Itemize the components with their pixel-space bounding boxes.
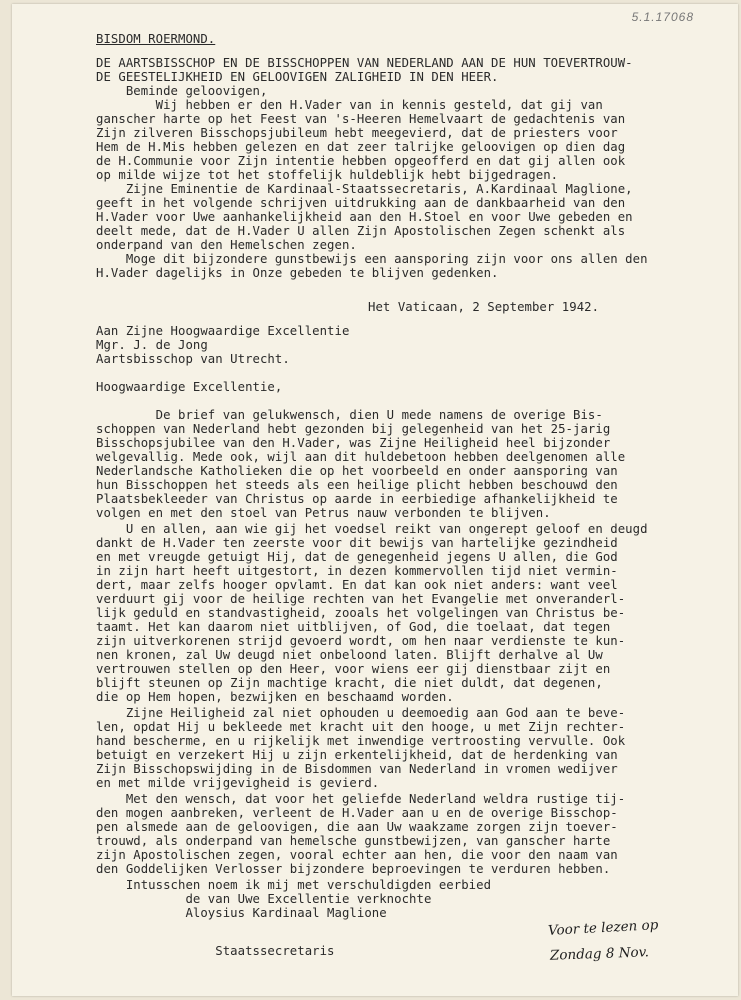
letter-salutation: Hoogwaardige Excellentie, [96,380,283,394]
letter-p2-line: lijk geduld en standvastigheid, zooals het volgelingen van Christus be- [96,606,626,620]
letter-p3-line: len, opdat Hij u bekleede met kracht uit den hooge, u met Zijn rechter- [96,720,626,734]
letter-p4-line: zijn Apostolischen zegen, vooral echter aan hen, die voor den naam van [96,848,618,862]
letter-p4-line: trouwd, als onderpand van hemelsche gunstbewijzen, van ganscher harte [96,834,611,848]
intro-p1-line: Zijn zilveren Bisschopsjubileum hebt meegevierd, dat de priesters voor [96,126,618,140]
letter-p4-line: pen alsmede aan de geloovigen, die aan Uw waakzame zorgen zijn toever- [96,820,618,834]
letter-page [12,4,738,996]
letter-p2-line: in zijn hart heeft uitgestort, in dezen kommervollen tijd niet vermin- [96,564,618,578]
intro-p2-line: geeft in het volgende schrijven uitdrukking aan de dankbaarheid van den [96,196,626,210]
address-line: DE GEESTELIJKHEID EN GELOOVIGEN ZALIGHEID IN DEN HEER. [96,70,499,84]
letter-p1-line: volgen en met den stoel van Petrus nauw verbonden te blijven. [96,506,551,520]
letter-p4-line: Met den wensch, dat voor het geliefde Nederland weldra rustige tij- [96,792,626,806]
letter-p2-line: die op Hem hopen, bezwijken en beschaamd worden. [96,690,454,704]
intro-p2-line: onderpand van den Hemelschen zegen. [96,238,357,252]
letter-p1-line: Nederlandsche Katholieken die op het voorbeeld en onder aansporing van [96,464,618,478]
address-line: DE AARTSBISSCHOP EN DE BISSCHOPPEN VAN NEDERLAND AAN DE HUN TOEVERTROUW- [96,56,633,70]
diocese-heading: BISDOM ROERMOND. [96,32,216,46]
signatory-title: Staatssecretaris [96,944,335,958]
intro-p3-line: H.Vader dagelijks in Onze gebeden te blijven gedenken. [96,266,499,280]
letter-p2-line: verduurt gij voor de heilige rechten van het Evangelie met onveranderl- [96,592,626,606]
letter-p3-line: en met milde vrijgevigheid is gevierd. [96,776,380,790]
letter-p2-line: dert, maar zelfs hooger opvlamt. En dat kan ook niet anders: want veel [96,578,618,592]
letter-p2-line: dankt de H.Vader ten zeerste voor dit bewijs van hartelijke gezindheid [96,536,618,550]
handwritten-note-line: Zondag 8 Nov. [549,944,650,964]
reference-number: 5.1.17068 [631,10,694,24]
intro-salutation: Beminde geloovigen, [96,84,268,98]
letter-p2-line: nen kronen, zal Uw deugd niet onbeloond laten. Blijft derhalve al Uw [96,648,603,662]
letter-p3-line: Zijn Bisschopswijding in de Bisdommen van Nederland in vromen wedijver [96,762,618,776]
letter-p1-line: De brief van gelukwensch, dien U mede namens de overige Bis- [96,408,603,422]
intro-p2-line: deelt mede, dat de H.Vader U allen Zijn Apostolischen Zegen schenkt als [96,224,626,238]
intro-p1-line: ganscher harte op het Feest van 's-Heeren Hemelvaart de gedachtenis van [96,112,626,126]
letter-p2-line: U en allen, aan wie gij het voedsel reikt van ongerept geloof en deugd [96,522,648,536]
signatory-name: Aloysius Kardinaal Maglione [96,906,387,920]
intro-p1-line: de H.Communie voor Zijn intentie hebben opgeofferd en dat gij allen ook [96,154,626,168]
letter-p3-line: Zijne Heiligheid zal niet ophouden u deemoedig aan God aan te beve- [96,706,626,720]
letter-p3-line: betuigt en verzekert Hij u zijn erkentelijkheid, dat de herdenking van [96,748,618,762]
closing-line: Intusschen noem ik mij met verschuldigden eerbied [96,878,492,892]
letter-p4-line: den mogen aanbreken, verleent de H.Vader aan u en de overige Bisschop- [96,806,618,820]
letter-p3-line: hand bescherme, en u rijkelijk met inwendige vertroosting vervulle. Ook [96,734,626,748]
letter-p2-line: vertrouwen stellen op den Heer, voor wiens eer gij dienstbaar zijt en [96,662,611,676]
letter-p2-line: blijft steunen op Zijn machtige kracht, die niet duldt, dat degenen, [96,676,603,690]
letter-p1-line: schoppen van Nederland hebt gezonden bij gelegenheid van het 25-jarig [96,422,611,436]
letter-p1-line: welgevallig. Mede ook, wijl aan dit huldebetoon hebben deelgenomen alle [96,450,626,464]
intro-p3-line: Moge dit bijzondere gunstbewijs een aansporing zijn voor ons allen den [96,252,648,266]
letter-p1-line: Bisschopsjubilee van den H.Vader, was Zijne Heiligheid heel bijzonder [96,436,611,450]
letter-p2-line: zijn uitverkorenen strijd gevoerd wordt, om hen naar verdienste te kun- [96,634,626,648]
letter-p1-line: hun Bisschoppen het steeds als een heilige plicht hebben beschouwd den [96,478,618,492]
letter-p2-line: taamt. Het kan daarom niet uitblijven, of God, die toelaat, dat tegen [96,620,611,634]
handwritten-note-line: Voor te lezen op [547,917,659,939]
recipient-line: Mgr. J. de Jong [96,338,208,352]
intro-p1-line: Hem de H.Mis hebben gelezen en dat zeer talrijke geloovigen op dien dag [96,140,626,154]
letter-p1-line: Plaatsbekleeder van Christus op aarde in eerbiedige afhankelijkheid te [96,492,618,506]
intro-p2-line: H.Vader voor Uwe aanhankelijkheid aan den H.Stoel en voor Uwe gebeden en [96,210,633,224]
place-date: Het Vaticaan, 2 September 1942. [368,300,600,314]
intro-p1-line: op milde wijze tot het stoffelijk huldeblijk hebt bijgedragen. [96,168,559,182]
recipient-line: Aan Zijne Hoogwaardige Excellentie [96,324,350,338]
intro-p2-line: Zijne Eminentie de Kardinaal-Staatssecretaris, A.Kardinaal Maglione, [96,182,633,196]
closing-line: de van Uwe Excellentie verknochte [96,892,432,906]
letter-p2-line: en met vreugde getuigt Hij, dat de genegenheid jegens U allen, die God [96,550,618,564]
intro-p1-line: Wij hebben er den H.Vader van in kennis gesteld, dat gij van [96,98,603,112]
letter-p4-line: den Goddelijken Verlosser bijzondere beproevingen te verduren hebben. [96,862,611,876]
recipient-line: Aartsbisschop van Utrecht. [96,352,290,366]
